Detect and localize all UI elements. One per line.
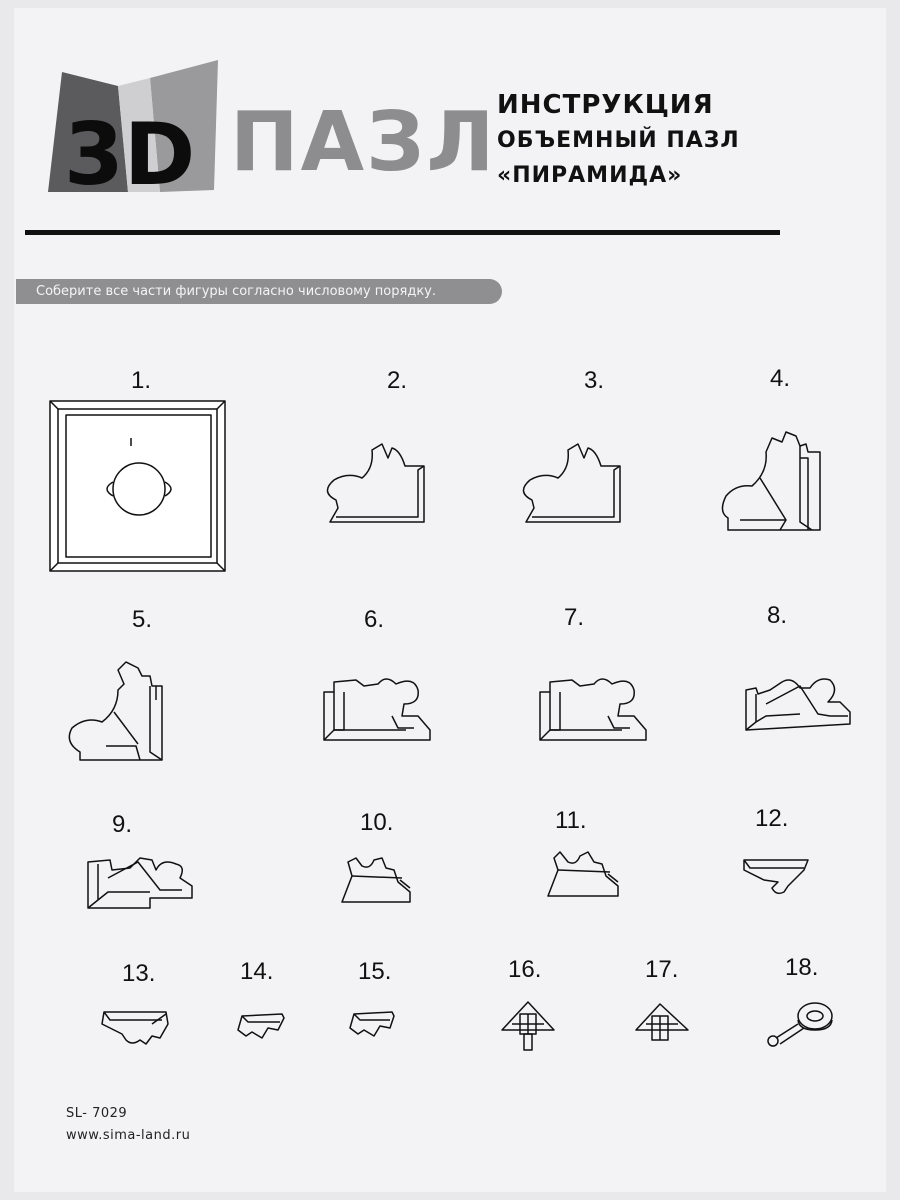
step-number-11: 11. [555,807,587,834]
puzzle-piece-icon [523,444,620,522]
step-number-7: 7. [564,604,585,631]
step-number-14: 14. [240,958,274,985]
step-number-5: 5. [132,606,153,633]
puzzle-piece-icon [88,858,192,908]
step-number-4: 4. [770,365,791,392]
step-number-9: 9. [112,811,133,838]
step-number-6: 6. [364,606,385,633]
puzzle-piece-icon [350,1012,394,1036]
square-base-piece-icon [50,401,225,571]
pyramid-top-piece-icon [636,1004,688,1040]
svg-text:ПАЗЛ: ПАЗЛ [230,95,497,190]
step-number-1: 1. [131,367,152,394]
step-number-3: 3. [584,367,605,394]
step-number-12: 12. [755,805,789,832]
puzzle-piece-icon [744,860,808,893]
heading-subtitle: ОБЪЕМНЫЙ ПАЗЛ [497,128,740,153]
website-link[interactable]: www.sima-land.ru [66,1128,191,1143]
step-number-16: 16. [508,956,542,983]
puzzle-piece-icon [327,444,424,522]
step-number-17: 17. [645,956,679,983]
instruction-banner: Соберите все части фигуры согласно числовому порядку. [16,279,502,304]
step-number-13: 13. [122,960,156,987]
step-number-10: 10. [360,809,394,836]
puzzle-piece-icon [238,1014,284,1038]
puzzle-piece-icon [69,662,162,760]
step-number-2: 2. [387,367,408,394]
heading-title: ИНСТРУКЦИЯ [497,90,714,120]
product-code: SL- 7029 [66,1106,128,1121]
puzzle-piece-icon [722,432,820,530]
peg-piece-icon [768,1003,832,1046]
puzzle-piece-icon [548,852,618,896]
puzzle-piece-icon [324,679,430,740]
puzzle-piece-icon [342,858,410,902]
step-number-18: 18. [785,954,819,981]
heading-product-name: «ПИРАМИДА» [497,163,683,188]
step-number-15: 15. [358,958,392,985]
puzzle-piece-icon [102,1012,168,1044]
pyramid-top-piece-icon [502,1002,554,1050]
puzzle-piece-icon [540,679,646,740]
puzzle-piece-icon [746,679,850,730]
logo-3d: 3D [64,105,196,205]
step-number-8: 8. [767,602,788,629]
